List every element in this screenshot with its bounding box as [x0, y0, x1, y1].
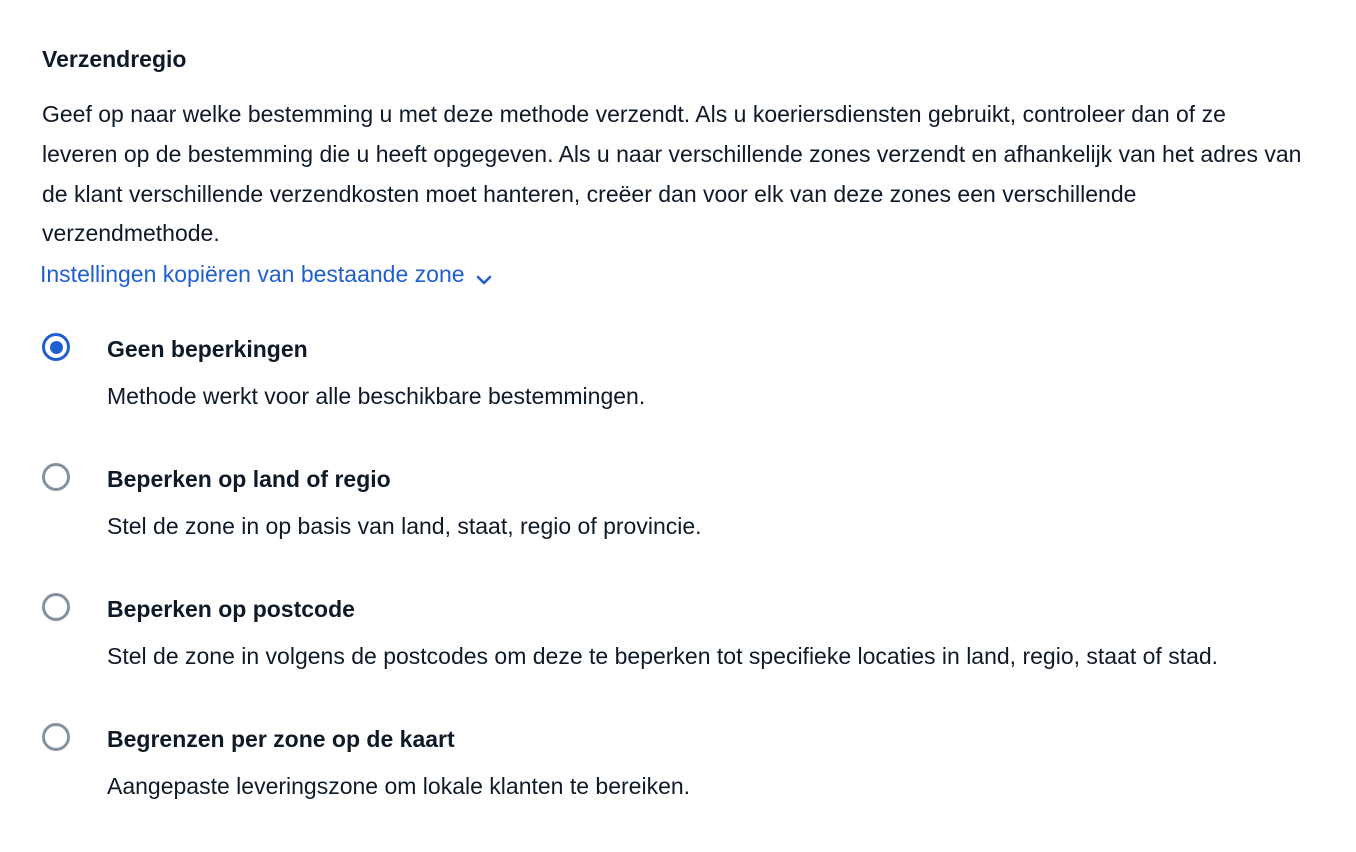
option-label: Geen beperkingen [107, 336, 308, 362]
radio-button[interactable] [42, 593, 70, 621]
option-map-zone[interactable] [42, 716, 1332, 846]
option-restrict-country-region[interactable] [42, 456, 1332, 586]
radio-button[interactable] [42, 723, 70, 751]
copy-settings-link[interactable] [40, 259, 493, 289]
option-description: Stel de zone in volgens de postcodes om deze te beperken tot specifieke locaties in land, regio, staat of stad. [107, 643, 1219, 669]
region-options [42, 326, 1332, 846]
option-restrict-postcode[interactable] [42, 586, 1332, 716]
chevron-down-icon [475, 266, 493, 284]
copy-settings-label: Instellingen kopiëren van bestaande zone [40, 261, 465, 287]
radio-button[interactable] [42, 463, 70, 491]
section-description: Geef op naar welke bestemming u met deze methode verzendt. Als u koeriersdiensten gebruikt, controleer dan of ze leveren op de bestemming die u heeft opgegeven. Als u naar verschillende zones verzendt en afhankelijk van het adres van de klant verschillende verzendkosten moet hanteren, creëer dan voor elk van deze zones een verschillende verzendmethode. [42, 101, 1302, 247]
option-description: Methode werkt voor alle beschikbare bestemmingen. [107, 383, 646, 409]
option-label: Beperken op land of regio [107, 466, 391, 492]
option-description: Stel de zone in op basis van land, staat, regio of provincie. [107, 513, 702, 539]
option-description: Aangepaste leveringszone om lokale klanten te bereiken. [107, 773, 691, 799]
radio-button-selected[interactable] [42, 333, 70, 361]
option-label: Begrenzen per zone op de kaart [107, 726, 455, 752]
radio-dot [50, 341, 63, 354]
section-title: Verzendregio [42, 46, 187, 72]
option-label: Beperken op postcode [107, 596, 355, 622]
option-no-restrictions[interactable] [42, 326, 1332, 456]
